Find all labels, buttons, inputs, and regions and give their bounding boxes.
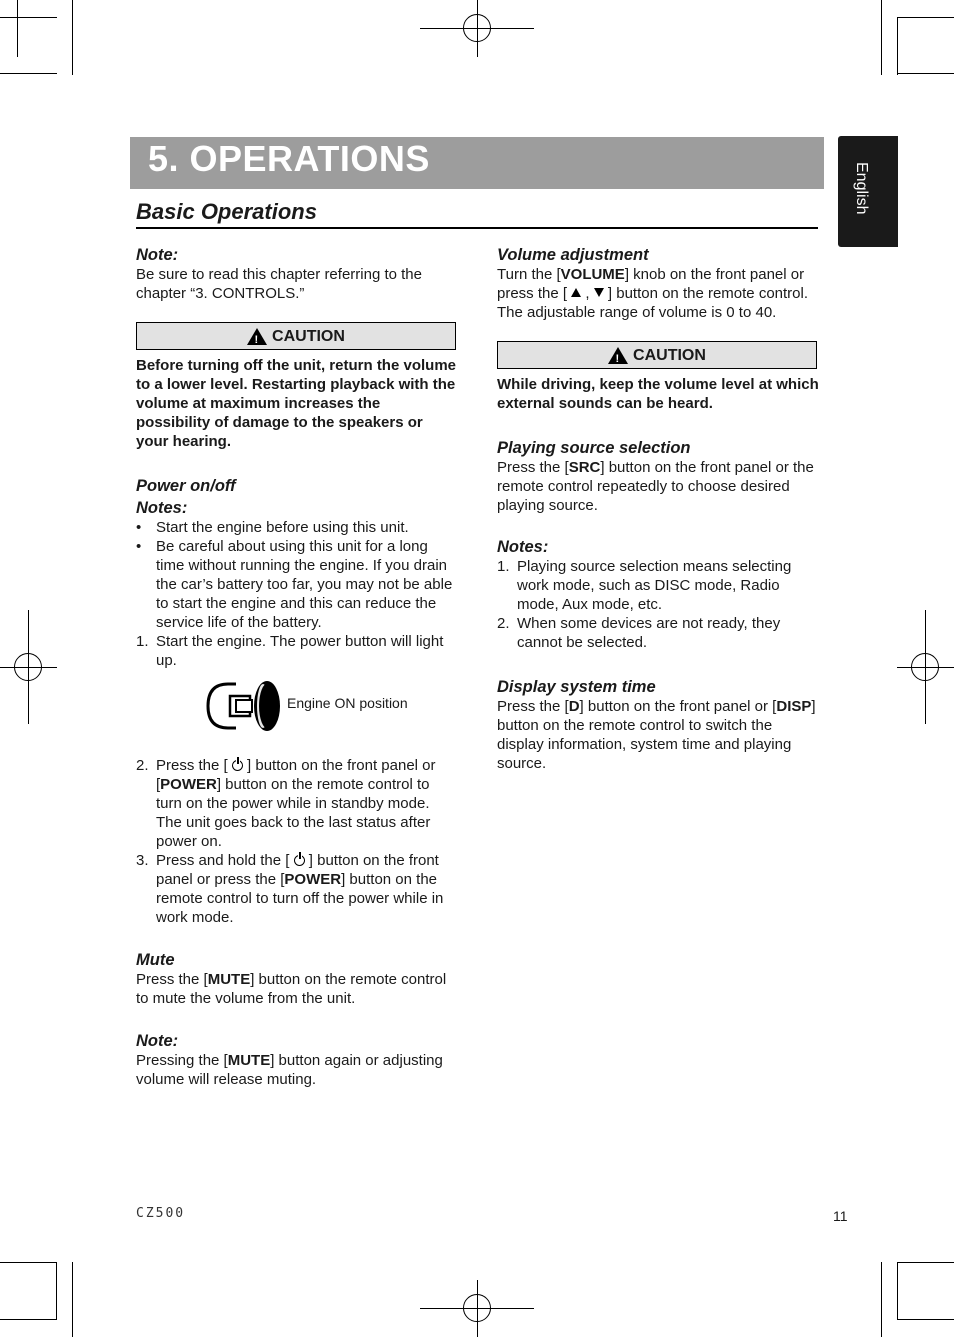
language-tab-label: English bbox=[853, 162, 870, 215]
step-text: Start the engine. The power button will light up. bbox=[156, 633, 444, 669]
bullet-item bbox=[136, 537, 458, 632]
time-text: Press the [D] button on the front panel or [DISP] button on the remote control to switch the display information, system time and playing source. bbox=[497, 698, 816, 772]
volume-text: Turn the [VOLUME] knob on the front panel or press the [ , ] button on the remote control. bbox=[497, 266, 809, 302]
triangle-down-icon bbox=[594, 288, 604, 297]
notes-heading: Notes: bbox=[497, 538, 549, 556]
warning-triangle-icon bbox=[608, 347, 628, 364]
right-column bbox=[497, 245, 819, 773]
mute-heading: Mute bbox=[136, 951, 175, 969]
note-text: Be sure to read this chapter referring to the chapter “3. CONTROLS.” bbox=[136, 266, 422, 302]
chapter-title: 5. OPERATIONS bbox=[148, 138, 430, 179]
time-heading: Display system time bbox=[497, 678, 656, 696]
page-number: 11 bbox=[833, 1208, 848, 1224]
step-number: 2. bbox=[136, 757, 149, 774]
step-text: ] button on the remote control to turn on the power while in standby mode. The unit goes back to the last status after power on. bbox=[156, 776, 431, 850]
mute-text: Press the [MUTE] button on the remote control to mute the volume from the unit. bbox=[136, 971, 447, 1007]
step-text: ] button on the remote control to turn off the power while in work mode. bbox=[156, 871, 444, 926]
caution-label: CAUTION bbox=[272, 327, 345, 345]
step-item bbox=[136, 632, 458, 670]
button-name: POWER bbox=[284, 871, 342, 888]
bullet-item bbox=[136, 518, 458, 537]
note-item bbox=[497, 557, 819, 614]
power-heading: Power on/off bbox=[136, 477, 236, 495]
note-heading: Note: bbox=[136, 246, 179, 264]
model-name: CZ500 bbox=[136, 1206, 186, 1221]
power-icon bbox=[294, 855, 305, 866]
volume-heading: Volume adjustment bbox=[497, 246, 649, 264]
note-item-text: When some devices are not ready, they cannot be selected. bbox=[517, 615, 781, 651]
volume-range-text: The adjustable range of volume is 0 to 40. bbox=[497, 304, 777, 321]
note-item bbox=[497, 614, 819, 652]
note-item-text: Playing source selection means selecting work mode, such as DISC mode, Radio mode, Aux mode, etc. bbox=[517, 558, 792, 613]
bullet-mark: • bbox=[136, 519, 142, 536]
bullet-text: Be careful about using this unit for a long time without running the engine. If you drain the car’s battery too far, you may not be able to start the engine and this can reduce the service life of the battery. bbox=[156, 538, 453, 631]
ignition-key-icon bbox=[206, 678, 286, 734]
notes-heading: Notes: bbox=[136, 499, 188, 517]
language-tab bbox=[838, 136, 898, 247]
caution-text: While driving, keep the volume level at which external sounds can be heard. bbox=[497, 376, 819, 412]
button-name: POWER bbox=[160, 776, 217, 793]
note-heading: Note: bbox=[136, 1032, 179, 1050]
bullet-text: Start the engine before using this unit. bbox=[156, 519, 409, 536]
triangle-up-icon bbox=[571, 288, 581, 297]
step-text: Press and hold the [ bbox=[156, 852, 294, 869]
caution-text: Before turning off the unit, return the volume to a lower level. Restarting playback with the volume at maximum increases the possibility of damage to the speakers or your hearing. bbox=[136, 357, 456, 450]
left-column bbox=[136, 245, 458, 1089]
caution-banner bbox=[497, 341, 817, 369]
engine-figure bbox=[136, 678, 458, 750]
step-item bbox=[136, 756, 458, 851]
note-number: 1. bbox=[497, 558, 510, 575]
caution-label: CAUTION bbox=[633, 346, 706, 364]
step-number: 3. bbox=[136, 852, 149, 869]
caution-banner bbox=[136, 322, 456, 350]
section-divider bbox=[136, 227, 818, 229]
step-text: ] button on the front panel or press the [ bbox=[156, 852, 439, 888]
step-number: 1. bbox=[136, 633, 149, 650]
step-text: Press the [ bbox=[156, 757, 232, 774]
note-number: 2. bbox=[497, 615, 510, 632]
source-heading: Playing source selection bbox=[497, 439, 691, 457]
step-text: ] button on the front panel or [ bbox=[156, 757, 436, 793]
bullet-mark: • bbox=[136, 538, 142, 555]
section-title: Basic Operations bbox=[136, 199, 317, 224]
power-icon bbox=[232, 760, 243, 771]
engine-caption: Engine ON position bbox=[287, 695, 408, 711]
source-text: Press the [SRC] button on the front panel or the remote control repeatedly to choose desired playing source. bbox=[497, 459, 814, 514]
note-text: Pressing the [MUTE] button again or adjusting volume will release muting. bbox=[136, 1052, 443, 1088]
warning-triangle-icon bbox=[247, 328, 267, 345]
step-item bbox=[136, 851, 458, 927]
